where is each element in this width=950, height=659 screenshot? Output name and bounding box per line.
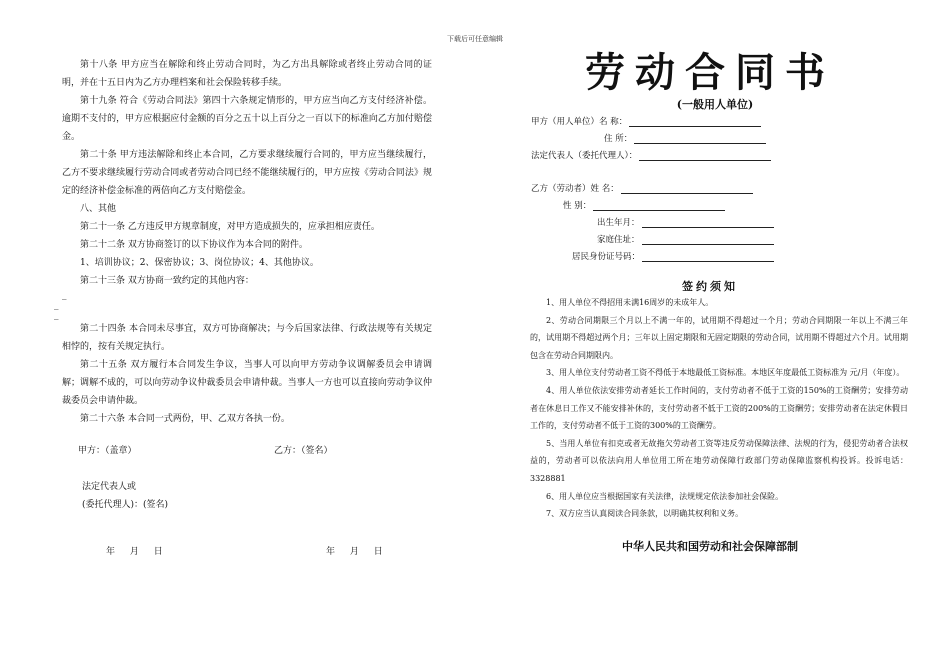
blank-line: _ (54, 310, 59, 320)
notice-item: 5、当用人单位有扣克或者无故拖欠劳动者工资等违反劳动保障法律、法规的行为，侵犯劳动者合法权益的，劳动者可以依法向用人单位用工所在地劳动保障行政部门劳动保障监察机构投诉。投诉电话：3328881 (530, 438, 908, 483)
legal-rep-line[interactable] (639, 151, 771, 161)
date-right: 年 月 日 (326, 547, 383, 557)
birth-label: 出生年月： (597, 218, 640, 228)
date-left: 年 月 日 (106, 547, 163, 557)
document-title: 劳动合同书 (585, 49, 835, 96)
employee-name-label: 乙方（劳动者）姓 名： (531, 184, 619, 194)
notice-body (530, 294, 908, 523)
legal-rep-label: 法定代表人（委托代理人）： (531, 151, 638, 161)
section-other-heading: 八、其他 (80, 204, 117, 214)
blank-line: _ (54, 300, 59, 310)
attachment-list: 1、培训协议；2、保密协议；3、岗位协议；4、其他协议。 (80, 258, 319, 268)
home-address-label: 家庭住址： (597, 235, 640, 245)
home-address-line[interactable] (642, 235, 774, 245)
employer-name-field (531, 115, 761, 127)
employee-name-line[interactable] (621, 184, 753, 194)
birth-field (597, 216, 774, 228)
id-number-line[interactable] (642, 252, 774, 262)
legal-rep-line-2: (委托代理人)：(签名) (82, 500, 169, 510)
article-25: 第二十五条 双方履行本合同发生争议，当事人可以向甲方劳动争议调解委员会申请调解；调解不成的，可以向劳动争议仲裁委员会申请仲裁。当事人一方也可以直接向劳动争议仲裁委员会申请仲裁。 (62, 360, 432, 406)
notice-item: 7、双方应当认真阅读合同条款，以明确其权利和义务。 (546, 509, 744, 519)
notice-item: 1、用人单位不得招用未满16周岁的未成年人。 (546, 298, 714, 307)
id-number-field (572, 250, 774, 262)
article-22: 第二十二条 双方协商签订的以下协议作为本合同的附件。 (80, 240, 308, 250)
notice-item: 6、用人单位应当根据国家有关法律，法规规定依法参加社会保险。 (546, 491, 784, 501)
header-note: 下载后可任意编辑 (447, 35, 503, 43)
home-address-field (597, 233, 774, 245)
document-subtitle: (一般用人单位) (676, 98, 754, 111)
legal-rep-line-1: 法定代表人或 (82, 482, 137, 492)
gender-line[interactable] (593, 201, 725, 211)
employer-address-label: 住 所： (604, 134, 633, 144)
employer-address-field (604, 132, 766, 144)
article-18: 第十八条 甲方应当在解除和终止劳动合同时，为乙方出具解除或者终止劳动合同的证明，并在十五日内为乙方办理档案和社会保险转移手续。 (62, 60, 432, 88)
legal-rep-field (531, 149, 771, 161)
notice-item: 2、劳动合同期限三个月以上不满一年的，试用期不得超过一个月；劳动合同期限一年以上不满三年的，试用期不得超过两个月；三年以上固定期限和无固定期限的劳动合同，试用期不得超过六个月。试用期包含在劳动合同期限内。 (530, 315, 908, 360)
article-23: 第二十三条 双方协商一致约定的其他内容： (80, 276, 254, 286)
article-26: 第二十六条 本合同一式两份，甲、乙双方各执一份。 (80, 414, 290, 424)
notice-title: 签约须知 (682, 280, 738, 293)
gender-label: 性 别： (563, 201, 592, 211)
gender-field (563, 199, 725, 211)
article-19: 第十九条 符合《劳动合同法》第四十六条规定情形的，甲方应当向乙方支付经济补偿。逾期不支付的，甲方应根据应付金额的百分之五十以上百分之一百以下的标准向乙方加付赔偿金。 (62, 96, 432, 142)
article-21: 第二十一条 乙方违反甲方规章制度，对甲方造成损失的，应承担相应责任。 (80, 222, 380, 232)
issuing-ministry: 中华人民共和国劳动和社会保障部制 (622, 540, 798, 553)
notice-item: 3、用人单位支付劳动者工资不得低于本地最低工资标准。本地区年度最低工资标准为 元/月（年度）。 (546, 368, 905, 378)
article-20: 第二十条 甲方违法解除和终止本合同，乙方要求继续履行合同的，甲方应当继续履行，乙方不要求继续履行劳动合同或者劳动合同已经不能继续履行的，甲方应按《劳动合同法》规定的经济补偿金标准的两倍向乙方支付赔偿金。 (62, 150, 432, 196)
blank-line: _ (62, 290, 67, 300)
employer-address-line[interactable] (634, 134, 766, 144)
employer-name-line[interactable] (629, 117, 761, 127)
legal-representative-block (82, 478, 168, 514)
birth-line[interactable] (642, 218, 774, 228)
notice-item: 4、用人单位依法安排劳动者延长工作时间的，支付劳动者不低于工资的150%的工资酬劳；安排劳动者在休息日工作又不能安排补休的，支付劳动者不低于工资的200%的工资酬劳；安排劳动者在法定休假日工作的，支付劳动者不低于工资的300%的工资酬劳。 (530, 385, 908, 431)
party-b-signature: 乙方：（签名） (274, 446, 333, 456)
employee-name-field (531, 182, 753, 194)
employer-name-label: 甲方（用人单位）名 称： (531, 117, 628, 127)
id-number-label: 居民身份证号码： (572, 252, 641, 262)
article-24: 第二十四条 本合同未尽事宜，双方可协商解决；与今后国家法律、行政法规等有关规定相悖的，按有关规定执行。 (62, 324, 432, 352)
party-a-signature: 甲方：（盖章） (78, 446, 137, 456)
left-page-body (54, 56, 432, 428)
